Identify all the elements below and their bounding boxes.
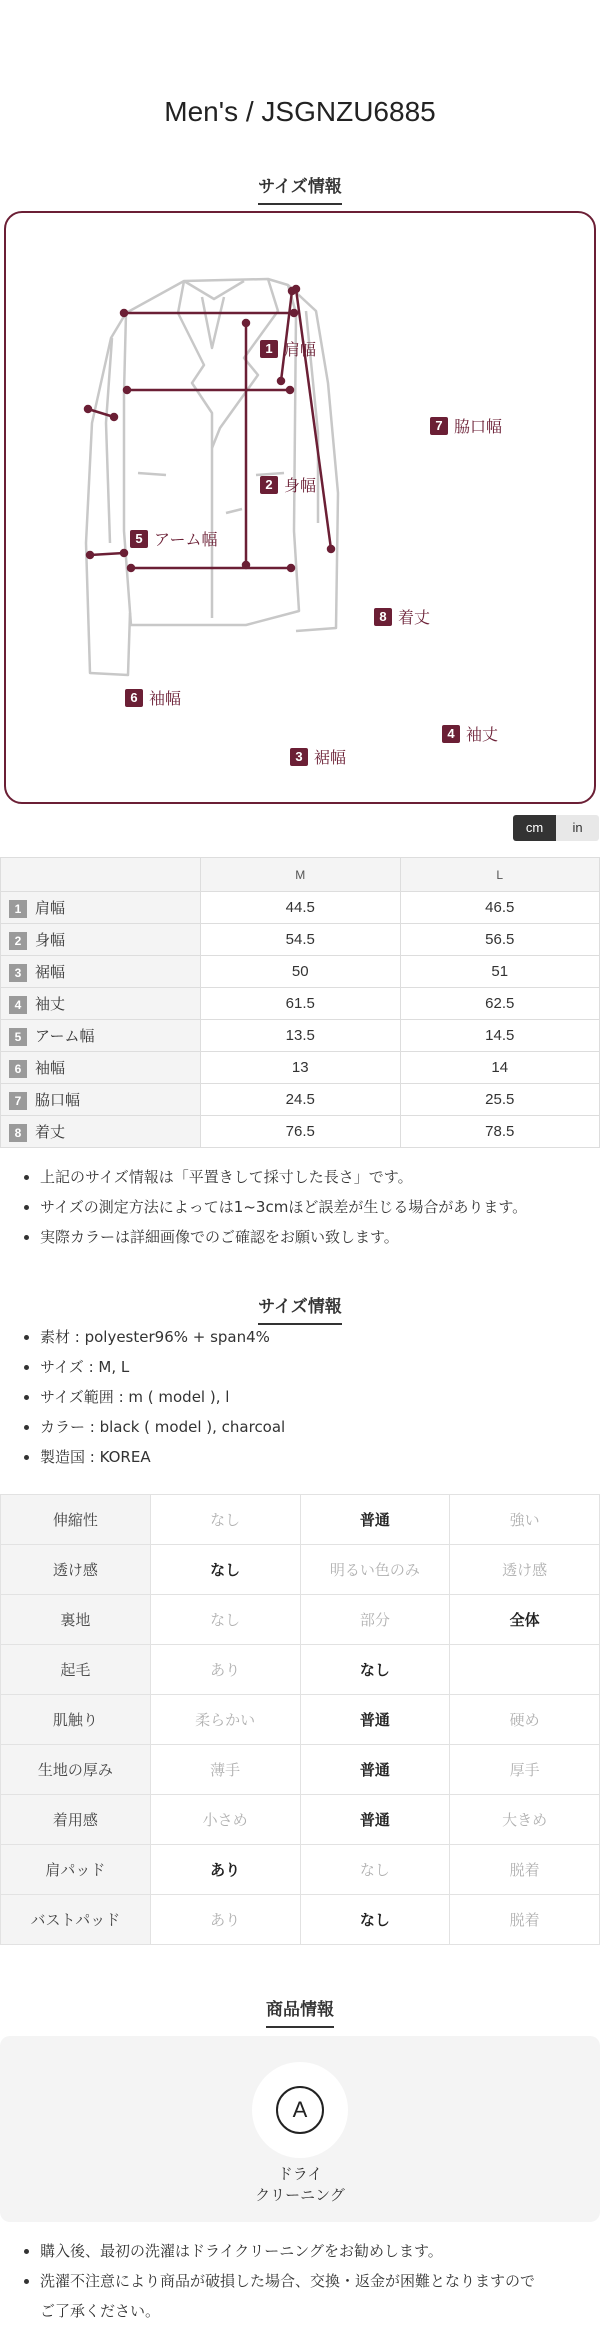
cell-l: 78.5 bbox=[400, 1116, 600, 1148]
table-row bbox=[1, 1895, 600, 1945]
table-row bbox=[1, 1845, 600, 1895]
care-instructions-box bbox=[0, 2036, 600, 2222]
cell-m: 24.5 bbox=[201, 1084, 401, 1116]
size-table-header bbox=[1, 858, 600, 892]
size-table bbox=[0, 857, 600, 1148]
table-row bbox=[1, 1795, 600, 1845]
cell-m: 50 bbox=[201, 956, 401, 988]
property-name: 生地の厚み bbox=[1, 1745, 151, 1795]
cell-m: 61.5 bbox=[201, 988, 401, 1020]
size-table-corner bbox=[1, 858, 201, 892]
diagram-label-length: 8 着丈 bbox=[374, 605, 430, 628]
size-column-l: L bbox=[400, 858, 600, 892]
list-item: 実際カラーは詳細画像でのご確認をお願い致します。 bbox=[0, 1222, 600, 1252]
dry-clean-icon: A bbox=[276, 2086, 324, 2134]
property-option: 大きめ bbox=[450, 1795, 600, 1845]
cell-l: 14 bbox=[400, 1052, 600, 1084]
property-option: なし bbox=[300, 1895, 450, 1945]
property-option: なし bbox=[150, 1545, 300, 1595]
row-label: 2 身幅 bbox=[1, 924, 201, 956]
page-title: Men's / JSGNZU6885 bbox=[164, 96, 436, 127]
property-name: 透け感 bbox=[1, 1545, 151, 1595]
property-option: なし bbox=[150, 1595, 300, 1645]
diagram-label-shoulder: 1 肩幅 bbox=[260, 337, 316, 360]
row-label: 3 裾幅 bbox=[1, 956, 201, 988]
table-row bbox=[1, 1545, 600, 1595]
row-label: 7 脇口幅 bbox=[1, 1084, 201, 1116]
property-name: バストパッド bbox=[1, 1895, 151, 1945]
property-option: あり bbox=[150, 1645, 300, 1695]
jacket-measurement-diagram bbox=[4, 211, 596, 804]
property-option: 明るい色のみ bbox=[300, 1545, 450, 1595]
table-row bbox=[1, 956, 600, 988]
row-label: 4 袖丈 bbox=[1, 988, 201, 1020]
property-option: 部分 bbox=[300, 1595, 450, 1645]
property-option bbox=[450, 1645, 600, 1695]
property-option: 普通 bbox=[300, 1495, 450, 1545]
property-option: 透け感 bbox=[450, 1545, 600, 1595]
diagram-label-armhole: 7 脇口幅 bbox=[430, 414, 502, 437]
size-details-heading: サイズ情報 bbox=[0, 1292, 600, 1325]
diagram-label-hem: 3 裾幅 bbox=[290, 745, 346, 768]
property-name: 肌触り bbox=[1, 1695, 151, 1745]
cell-l: 25.5 bbox=[400, 1084, 600, 1116]
property-option: なし bbox=[150, 1495, 300, 1545]
list-item: 上記のサイズ情報は「平置きして採寸した長さ」です。 bbox=[0, 1162, 600, 1192]
list-item: 購入後、最初の洗濯はドライクリーニングをお勧めします。 bbox=[0, 2236, 600, 2266]
size-notes-list bbox=[0, 1162, 600, 1252]
care-label: ドライ クリーニング bbox=[255, 2165, 345, 2204]
list-item: 素材 : polyester96% + span4% bbox=[0, 1322, 600, 1352]
table-row bbox=[1, 1695, 600, 1745]
table-row bbox=[1, 1084, 600, 1116]
table-row bbox=[1, 924, 600, 956]
cell-m: 54.5 bbox=[201, 924, 401, 956]
property-name: 裏地 bbox=[1, 1595, 151, 1645]
product-info-heading: 商品情報 bbox=[0, 1995, 600, 2028]
cell-l: 14.5 bbox=[400, 1020, 600, 1052]
property-option: 薄手 bbox=[150, 1745, 300, 1795]
unit-cm-button[interactable]: cm bbox=[513, 815, 556, 841]
list-item: サイズ範囲 : m ( model ), l bbox=[0, 1382, 600, 1412]
product-note-continuation: ご了承ください。 bbox=[40, 2302, 161, 2320]
property-option: 普通 bbox=[300, 1795, 450, 1845]
property-option: 普通 bbox=[300, 1695, 450, 1745]
property-name: 肩パッド bbox=[1, 1845, 151, 1895]
property-option: 脱着 bbox=[450, 1845, 600, 1895]
list-item: カラー : black ( model ), charcoal bbox=[0, 1412, 600, 1442]
cell-m: 13 bbox=[201, 1052, 401, 1084]
unit-in-button[interactable]: in bbox=[556, 815, 599, 841]
table-row bbox=[1, 892, 600, 924]
property-option: 小さめ bbox=[150, 1795, 300, 1845]
unit-toggle bbox=[513, 815, 599, 841]
cell-l: 62.5 bbox=[400, 988, 600, 1020]
diagram-label-arm-width: 5 アーム幅 bbox=[130, 527, 218, 550]
property-option: なし bbox=[300, 1645, 450, 1695]
table-row bbox=[1, 1595, 600, 1645]
row-label: 8 着丈 bbox=[1, 1116, 201, 1148]
table-row bbox=[1, 1495, 600, 1545]
property-name: 伸縮性 bbox=[1, 1495, 151, 1545]
cell-m: 44.5 bbox=[201, 892, 401, 924]
size-info-heading: サイズ情報 bbox=[0, 172, 600, 205]
property-name: 起毛 bbox=[1, 1645, 151, 1695]
care-icon-badge bbox=[252, 2062, 348, 2158]
size-details-list bbox=[0, 1322, 600, 1472]
cell-l: 51 bbox=[400, 956, 600, 988]
list-item: 洗濯不注意により商品が破損した場合、交換・返金が困難となりますので bbox=[0, 2266, 600, 2296]
cell-l: 46.5 bbox=[400, 892, 600, 924]
row-label: 6 袖幅 bbox=[1, 1052, 201, 1084]
property-option: 厚手 bbox=[450, 1745, 600, 1795]
row-label: 1 肩幅 bbox=[1, 892, 201, 924]
diagram-label-cuff-width: 6 袖幅 bbox=[125, 686, 181, 709]
cell-l: 56.5 bbox=[400, 924, 600, 956]
list-item: 製造国 : KOREA bbox=[0, 1442, 600, 1472]
property-option: 脱着 bbox=[450, 1895, 600, 1945]
product-notes-list bbox=[0, 2236, 600, 2296]
table-row bbox=[1, 1052, 600, 1084]
table-row bbox=[1, 1645, 600, 1695]
property-option: 強い bbox=[450, 1495, 600, 1545]
size-column-m: M bbox=[201, 858, 401, 892]
property-option: あり bbox=[150, 1895, 300, 1945]
table-row bbox=[1, 988, 600, 1020]
property-option: なし bbox=[300, 1845, 450, 1895]
cell-m: 76.5 bbox=[201, 1116, 401, 1148]
property-option: 柔らかい bbox=[150, 1695, 300, 1745]
jacket-illustration bbox=[6, 213, 598, 806]
property-option: 硬め bbox=[450, 1695, 600, 1745]
diagram-label-sleeve-length: 4 袖丈 bbox=[442, 722, 498, 745]
cell-m: 13.5 bbox=[201, 1020, 401, 1052]
table-row bbox=[1, 1116, 600, 1148]
property-option: あり bbox=[150, 1845, 300, 1895]
row-label: 5 アーム幅 bbox=[1, 1020, 201, 1052]
diagram-label-chest: 2 身幅 bbox=[260, 473, 316, 496]
list-item: サイズの測定方法によっては1~3cmほど誤差が生じる場合があります。 bbox=[0, 1192, 600, 1222]
fabric-property-table bbox=[0, 1494, 600, 1945]
property-option: 全体 bbox=[450, 1595, 600, 1645]
property-name: 着用感 bbox=[1, 1795, 151, 1845]
property-option: 普通 bbox=[300, 1745, 450, 1795]
list-item: サイズ : M, L bbox=[0, 1352, 600, 1382]
table-row bbox=[1, 1745, 600, 1795]
table-row bbox=[1, 1020, 600, 1052]
